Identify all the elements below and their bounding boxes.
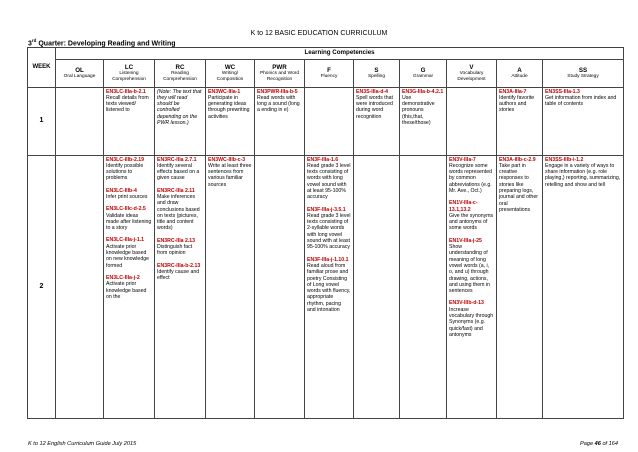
competency-code: EN3LC-IIIa-j-1.1 [106, 237, 145, 244]
competency-code: EN3PWR-IIIa-b-5 [257, 88, 298, 95]
competency-code: EN3WC-IIIa-1 [208, 88, 241, 95]
competency-text: Read aloud from familiar prose and poetry Consisting of Long vowel words with fluency, appropriate rhythm, pacing and intonation [307, 262, 351, 314]
column-name: Writing/ Composition [216, 71, 244, 82]
competency-text: Recall details from texts viewed/ listened to [106, 94, 149, 114]
competency-code: EN3RC-IIIa-b-2.13 [157, 262, 201, 269]
competency-code: EN3LC-IIIc-d-2.5 [106, 206, 146, 213]
competency-code: EN3V-IIIb-d-13 [449, 300, 484, 307]
column-header-s [354, 60, 400, 88]
curriculum-table [27, 47, 624, 419]
competency-cell [543, 88, 624, 156]
competency-text: Identify cause and effect [157, 268, 200, 282]
competency-code: EN3WC-IIIb-c-3 [208, 156, 246, 163]
column-header-ol [56, 60, 104, 88]
document-title: K to 12 BASIC EDUCATION CURRICULUM [250, 30, 388, 37]
competency-cell [56, 156, 104, 419]
competency-text: Identify several effects based on a given cause [157, 162, 200, 182]
competency-text: Spell words that were introduced during word recognition [356, 94, 393, 120]
competency-code: EN3A-IIIb-c-2.9 [499, 156, 536, 163]
quarter-heading [28, 38, 176, 47]
column-code: PWR [272, 64, 287, 72]
competency-cell [354, 156, 400, 419]
competency-text: Take part in creative responses to stories like preparing logs, journal and other oral presentations [499, 162, 538, 213]
competency-cell [206, 88, 255, 156]
quarter-ordinal: rd [31, 38, 37, 43]
competency-code: EN3RC-IIIa 2.11 [157, 187, 195, 194]
competency-code: EN3F-IIIa-j-3.5.1 [307, 206, 346, 213]
column-name: Fluency [320, 74, 338, 80]
column-name: Grammar [412, 74, 434, 80]
competency-text: Show understanding of meaning of long vowel words (a, i, o, and u) through drawing, actions, and using them in sentences [449, 244, 490, 295]
competency-text: Read grade 3 level texts consisting of 2-syllable words with long vowel sound with at least 95-100% accuracy [307, 212, 351, 251]
column-name: Phonics and Word Recognition [259, 71, 300, 82]
competency-cell [206, 156, 255, 419]
column-code: LC [124, 64, 134, 72]
column-code: A [517, 67, 522, 75]
column-header-a [497, 60, 543, 88]
page-label: Page [580, 441, 595, 447]
column-name: Study Strategy [567, 74, 599, 80]
footer-guide-title: K to 12 English Curriculum Guide July 2015 [28, 441, 137, 447]
column-name: Vocabulary Development [457, 71, 486, 82]
column-header-f [305, 60, 354, 88]
column-header-g [400, 60, 447, 88]
competency-cell [305, 88, 354, 156]
competency-code: EN3RC-IIIa 2.13 [157, 237, 196, 244]
competency-text: Validate ideas made after listening to a story [106, 212, 152, 232]
column-code: V [469, 64, 474, 72]
competency-text: Activate prior knowledge based on new knowledge formed [106, 243, 149, 269]
column-code: OL [75, 67, 84, 75]
column-code: S [374, 67, 379, 75]
competency-code: EN3LC-IIIa-b-2.1 [106, 88, 146, 95]
competency-code: EN3LC-IIIb-2.19 [106, 156, 145, 163]
competency-text: Make inferences and draw conclusions based on texts (pictures, title and content words) [157, 193, 200, 232]
column-name: Reading Comprehension [163, 71, 197, 82]
week-number: 1 [28, 88, 56, 156]
page-current: 46 [594, 441, 601, 447]
competency-text: Read words with long a sound (long a ending in e) [257, 94, 300, 114]
competency-cell [104, 88, 155, 156]
column-code: F [327, 67, 331, 75]
column-name: Spelling [367, 74, 386, 80]
competency-text: Identify possible solutions to problems [106, 162, 144, 182]
page-total: of 164 [600, 441, 618, 447]
competency-text: Use demonstrative pronouns (this,that, these/those) [402, 94, 435, 126]
column-code: G [420, 67, 426, 75]
competency-cell [155, 156, 206, 419]
competency-text: Recognize some words represented by common abbreviations (e.g. Mr. Ave., Oct.) [449, 162, 492, 194]
column-header-lc [104, 60, 155, 88]
quarter-title: Quarter: Developing Reading and Writing [36, 40, 176, 48]
competency-cell [255, 88, 305, 156]
competency-text: Activate prior knowledge based on the [106, 281, 147, 300]
column-name: Oral Language [63, 74, 96, 80]
competency-code: EN3A-IIIa-7 [499, 88, 527, 95]
competency-cell [255, 156, 305, 419]
column-header-pwr [255, 60, 305, 88]
competency-text: Participate in generating ideas through prewriting activities [208, 94, 250, 120]
quarter-number: 3 [28, 40, 32, 48]
table-row [28, 88, 624, 156]
competency-cell [497, 88, 543, 156]
footer-page-number [580, 441, 618, 447]
column-header-v [447, 60, 497, 88]
column-header-rc [155, 60, 206, 88]
competency-code: EN3SS-IIIa-1.3 [545, 88, 580, 95]
competency-text: Increase vocabulary through Synonyms (e.g. quick/fast) and antonyms [449, 306, 494, 338]
competency-text: Write at least three sentences from various familiar sources [208, 162, 252, 188]
competency-cell [447, 88, 497, 156]
competency-code: EN3SS-IIIb-i-1.2 [545, 156, 584, 163]
competency-text: Read grade 3 level texts consisting of words with long vowel sound with at least 95-100% accuracy [307, 162, 351, 201]
competency-text: Infer print sources [106, 193, 148, 200]
column-header-ss [543, 60, 624, 88]
learning-competencies-header: Learning Competencies [56, 48, 624, 60]
competency-code: EN1V-IIIa-c-13.1,13.2 [449, 200, 478, 213]
competency-code: EN3F-IIIa-j-1.10.1 [307, 256, 349, 263]
competency-code: EN3LC-IIIb-4 [106, 187, 137, 194]
competency-cell [400, 88, 447, 156]
competency-code: EN1V-IIIa-j-25 [449, 237, 482, 244]
competency-code: EN3S-IIIa-d-4 [356, 88, 388, 95]
column-code: WC [224, 64, 236, 72]
competency-cell [497, 156, 543, 419]
competency-cell [354, 88, 400, 156]
competency-text: Identify favorite authors and stories [499, 94, 535, 114]
competency-code: EN3RC-IIIa 2.7.1 [157, 156, 197, 163]
competency-cell [543, 156, 624, 419]
table-row [28, 156, 624, 419]
competency-cell [400, 156, 447, 419]
competency-code: EN3F-IIIa-1.6 [307, 156, 339, 163]
competency-cell [305, 156, 354, 419]
competency-text: Give the synonyms and antonyms of some words [449, 212, 494, 232]
competency-cell [104, 156, 155, 419]
column-header-wc [206, 60, 255, 88]
column-code: RC [175, 64, 185, 72]
competency-text: Get information from index and table of contents [545, 94, 617, 108]
week-header: WEEK [28, 48, 56, 88]
competency-text: (Note: The text that they will read should be controlled depending on the PWR lesson.) [157, 88, 202, 126]
competency-code: EN3V-IIIa-7 [449, 156, 476, 163]
competency-code: EN3LC-IIIa-j-2 [106, 274, 140, 281]
column-code: SS [578, 67, 588, 75]
competency-cell [155, 88, 206, 156]
column-name: Listening Comprehension [112, 71, 146, 82]
column-name: Attitude [511, 74, 528, 80]
competency-cell [447, 156, 497, 419]
competency-text: Engage in a variety of ways to share information (e.g. role playing,) reporting, summarizing, retelling and show and tell [545, 162, 621, 188]
competency-cell [56, 88, 104, 156]
competency-code: EN3G-IIIa-b-4.2.1 [402, 88, 444, 95]
competency-text: Distinguish fact from opinion [157, 244, 193, 257]
week-number: 2 [28, 156, 56, 419]
